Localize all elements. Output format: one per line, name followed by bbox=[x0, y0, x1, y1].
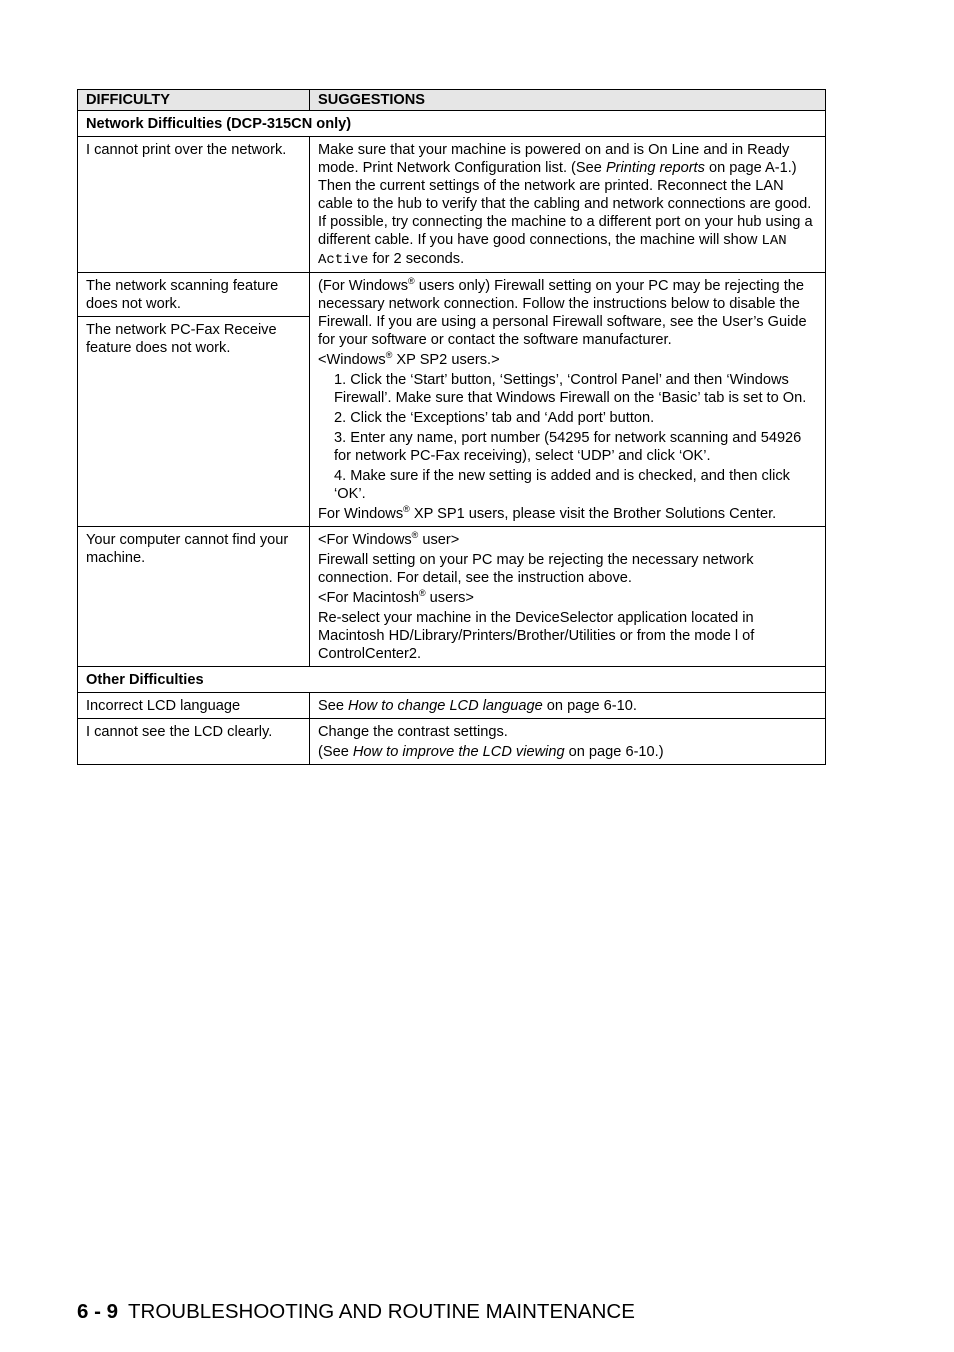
page-number: 6 - 9 bbox=[77, 1300, 119, 1323]
table-row bbox=[78, 719, 826, 765]
troubleshooting-table bbox=[77, 89, 826, 765]
registered-mark: ® bbox=[411, 530, 419, 541]
suggestion-paragraph: Re-select your machine in the DeviceSelector application located in Macintosh HD/Library/Printers/Brother/Utilities or from the mode l of ControlCenter2. bbox=[318, 610, 755, 662]
suggestion-text: (For Windows bbox=[318, 278, 409, 294]
table-row bbox=[78, 137, 826, 273]
suggestion-text: user> bbox=[418, 532, 460, 548]
table-header-row bbox=[78, 90, 826, 111]
instruction-step: 3. Enter any name, port number (54295 for network scanning and 54926 for network PC-Fax receiving), select ‘UDP’ and click ‘OK’. bbox=[334, 430, 802, 464]
lcd-message: LAN Active bbox=[318, 233, 787, 268]
suggestion-paragraph bbox=[318, 351, 817, 369]
suggestion-cell bbox=[310, 527, 826, 667]
registered-mark: ® bbox=[418, 588, 426, 599]
suggestion-text: <For Windows bbox=[318, 532, 412, 548]
instruction-step: 4. Make sure if the new setting is added and is checked, and then click ‘OK’. bbox=[334, 468, 790, 502]
suggestion-cell bbox=[310, 137, 826, 273]
header-suggestions: SUGGESTIONS bbox=[310, 90, 826, 111]
suggestion-text: XP SP2 users.> bbox=[392, 352, 500, 368]
page-footer bbox=[77, 1299, 635, 1325]
section-row-network bbox=[78, 111, 826, 137]
difficulty-cell: Your computer cannot find your machine. bbox=[78, 527, 310, 667]
suggestion-text: (See bbox=[318, 744, 353, 760]
cross-reference: How to improve the LCD viewing bbox=[352, 744, 565, 760]
suggestion-cell bbox=[310, 693, 826, 719]
difficulty-cell: I cannot print over the network. bbox=[78, 137, 310, 273]
chapter-title: TROUBLESHOOTING AND ROUTINE MAINTENANCE bbox=[128, 1300, 635, 1323]
registered-mark: ® bbox=[408, 276, 415, 287]
difficulty-cell: The network scanning feature does not work. bbox=[78, 273, 310, 317]
suggestion-paragraph: Change the contrast settings. bbox=[318, 724, 508, 740]
suggestion-text: on page 6-10.) bbox=[564, 744, 664, 760]
suggestion-paragraph bbox=[318, 589, 817, 607]
table-row bbox=[78, 527, 826, 667]
registered-mark: ® bbox=[403, 504, 410, 515]
suggestion-paragraph bbox=[318, 505, 817, 523]
section-title-other: Other Difficulties bbox=[78, 667, 826, 693]
instruction-step: 2. Click the ‘Exceptions’ tab and ‘Add port’ button. bbox=[334, 410, 655, 426]
difficulty-cell: Incorrect LCD language bbox=[78, 693, 310, 719]
section-title-network: Network Difficulties (DCP-315CN only) bbox=[78, 111, 826, 137]
registered-mark: ® bbox=[385, 350, 393, 361]
suggestion-text: for 2 seconds. bbox=[368, 251, 465, 267]
suggestion-text: XP SP1 users, please visit the Brother Solutions Center. bbox=[409, 506, 777, 522]
suggestion-text: For Windows bbox=[318, 506, 404, 522]
table-row bbox=[78, 273, 826, 317]
difficulty-cell: I cannot see the LCD clearly. bbox=[78, 719, 310, 765]
suggestion-cell bbox=[310, 719, 826, 765]
suggestion-text: users only) Firewall setting on your PC may be rejecting the necessary network connection. Follow the instructions below to disable the Firewall. If you are using a personal Firewall software, see the User’s Guide for your software or contact the software manufacturer. bbox=[318, 278, 807, 348]
suggestion-paragraph bbox=[318, 531, 817, 549]
difficulty-cell: The network PC-Fax Receive feature does not work. bbox=[78, 317, 310, 527]
suggestion-text: on page A-1.) Then the current settings of the network are printed. Reconnect the LAN cable to the hub to verify that the cabling and network connections are good. If possible, try connecting the machine to a different port on your hub using a different cable. If you have good connections, the machine will show bbox=[318, 160, 813, 248]
table-row bbox=[78, 693, 826, 719]
suggestion-text: <For Macintosh bbox=[318, 590, 419, 606]
suggestion-text: users> bbox=[425, 590, 474, 606]
suggestion-paragraph: Firewall setting on your PC may be rejecting the necessary network connection. For detail, see the instruction above. bbox=[318, 552, 754, 586]
section-row-other bbox=[78, 667, 826, 693]
suggestion-cell bbox=[310, 273, 826, 527]
suggestion-text: See bbox=[318, 698, 349, 714]
cross-reference: Printing reports bbox=[605, 160, 705, 176]
suggestion-text: Make sure that your machine is powered on and is On Line and in Ready mode. Print Network Configuration list. (See bbox=[318, 142, 790, 176]
suggestion-text: on page 6-10. bbox=[542, 698, 637, 714]
instruction-step: 1. Click the ‘Start’ button, ‘Settings’, ‘Control Panel’ and then ‘Windows Firewall’. Make sure that Windows Firewall on the ‘Basic’ tab is set to On. bbox=[334, 372, 807, 406]
cross-reference: How to change LCD language bbox=[348, 698, 543, 714]
suggestion-text: <Windows bbox=[318, 352, 386, 368]
header-difficulty: DIFFICULTY bbox=[78, 90, 310, 111]
suggestion-paragraph bbox=[318, 743, 817, 761]
suggestion-paragraph bbox=[318, 277, 817, 349]
